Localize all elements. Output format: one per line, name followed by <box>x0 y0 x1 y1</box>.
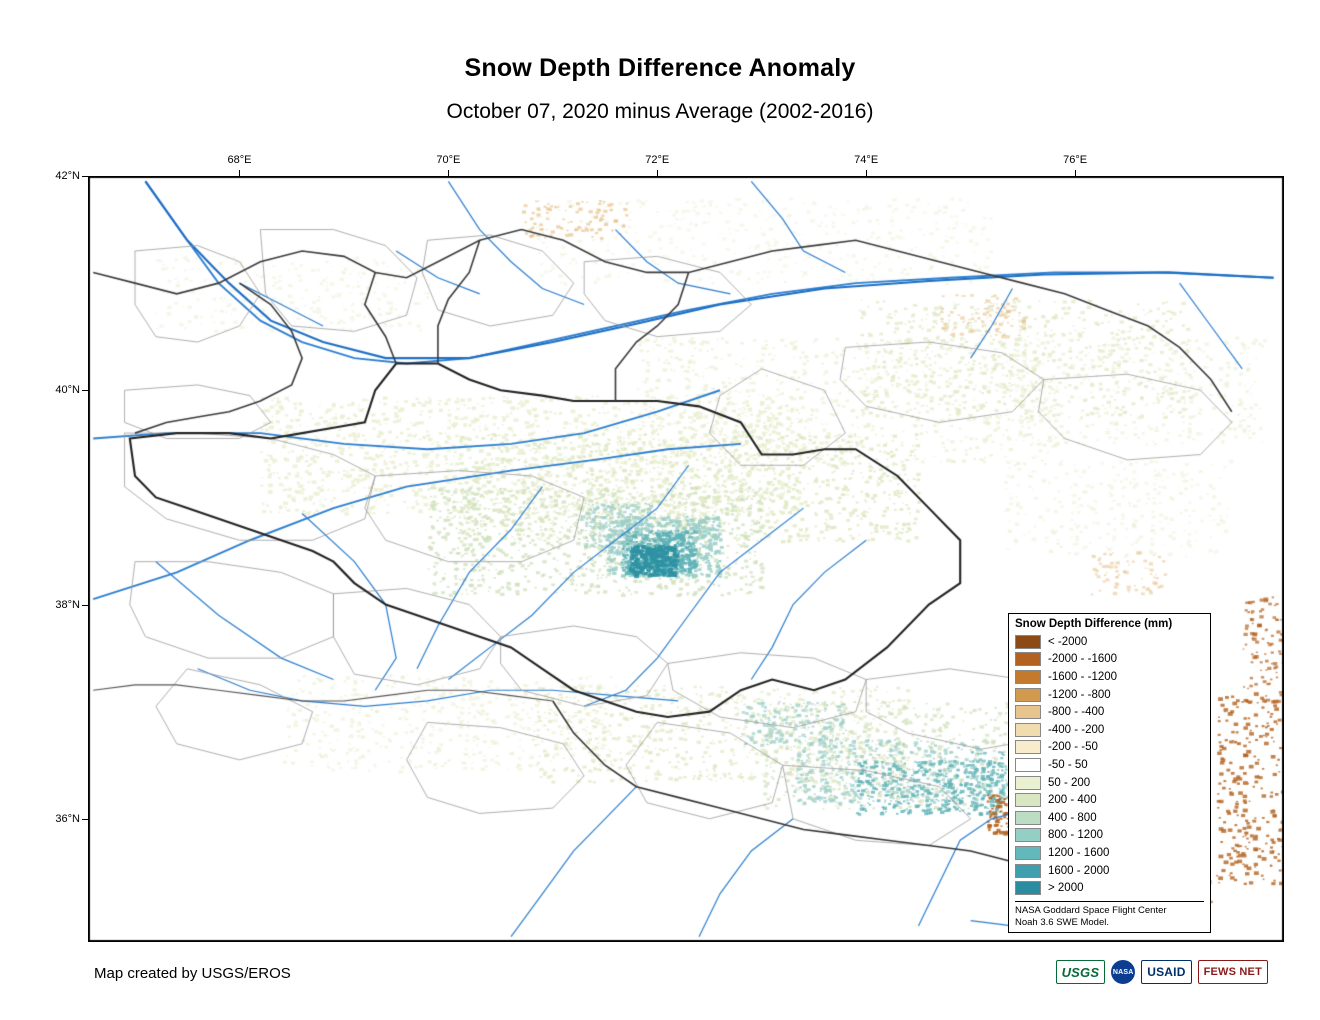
legend-row <box>1015 651 1204 669</box>
legend-swatch <box>1015 652 1041 666</box>
legend-label: -1200 - -800 <box>1048 688 1111 701</box>
page-title: Snow Depth Difference Anomaly <box>464 54 856 82</box>
legend-swatch <box>1015 670 1041 684</box>
legend-class-list <box>1015 633 1204 897</box>
legend-swatch <box>1015 635 1041 649</box>
legend-note-line2: Noah 3.6 SWE Model. <box>1015 916 1109 928</box>
legend-row <box>1015 827 1204 845</box>
legend-swatch <box>1015 758 1041 772</box>
legend-title: Snow Depth Difference (mm) <box>1015 618 1173 630</box>
usgs-logo: USGS <box>1056 960 1106 984</box>
legend-row <box>1015 721 1204 739</box>
lon-label: 72°E <box>645 154 670 166</box>
legend-label: -50 - 50 <box>1048 758 1088 771</box>
logo-strip <box>1056 960 1268 984</box>
legend-label: 1600 - 2000 <box>1048 864 1110 877</box>
legend-swatch <box>1015 740 1041 754</box>
lat-label: 38°N <box>55 598 80 611</box>
lat-label: 40°N <box>55 384 80 397</box>
legend-label: < -2000 <box>1048 635 1088 648</box>
legend-swatch <box>1015 846 1041 860</box>
legend-label: 1200 - 1600 <box>1048 846 1110 859</box>
legend-note-line1: NASA Goddard Space Flight Center <box>1015 904 1167 916</box>
usaid-logo: USAID <box>1141 960 1191 984</box>
legend-label: -200 - -50 <box>1048 741 1098 754</box>
legend-swatch <box>1015 723 1041 737</box>
legend-label: 50 - 200 <box>1048 776 1091 789</box>
legend-swatch <box>1015 864 1041 878</box>
legend-row <box>1015 633 1204 651</box>
lon-label: 70°E <box>436 154 461 166</box>
legend-label: -1600 - -1200 <box>1048 670 1118 683</box>
legend-swatch <box>1015 705 1041 719</box>
map-credit: Map created by USGS/EROS <box>94 965 291 982</box>
lat-label: 36°N <box>55 812 80 825</box>
legend-row <box>1015 879 1204 897</box>
legend-swatch <box>1015 793 1041 807</box>
legend-row <box>1015 668 1204 686</box>
legend-label: 800 - 1200 <box>1048 829 1103 842</box>
legend-label: -800 - -400 <box>1048 706 1105 719</box>
legend-row <box>1015 686 1204 704</box>
map-legend <box>1008 613 1211 933</box>
lat-label: 42°N <box>55 170 80 182</box>
legend-swatch <box>1015 881 1041 895</box>
legend-label: > 2000 <box>1048 882 1084 895</box>
nasa-logo: NASA <box>1111 960 1135 984</box>
legend-row <box>1015 862 1204 880</box>
fewsnet-logo: FEWS NET <box>1198 960 1268 984</box>
legend-label: -400 - -200 <box>1048 723 1105 736</box>
legend-label: -2000 - -1600 <box>1048 653 1118 666</box>
legend-swatch <box>1015 811 1041 825</box>
legend-label: 200 - 400 <box>1048 794 1097 807</box>
legend-row <box>1015 809 1204 827</box>
legend-row <box>1015 774 1204 792</box>
legend-swatch <box>1015 688 1041 702</box>
legend-swatch <box>1015 776 1041 790</box>
page-subtitle: October 07, 2020 minus Average (2002-2016) <box>446 100 874 123</box>
legend-row <box>1015 739 1204 757</box>
legend-source-note <box>1015 901 1204 929</box>
legend-row <box>1015 791 1204 809</box>
legend-row <box>1015 756 1204 774</box>
lon-label: 74°E <box>854 154 879 166</box>
lon-label: 76°E <box>1063 154 1088 166</box>
legend-label: 400 - 800 <box>1048 811 1097 824</box>
legend-row <box>1015 844 1204 862</box>
legend-swatch <box>1015 828 1041 842</box>
legend-row <box>1015 703 1204 721</box>
lon-label: 68°E <box>227 154 252 166</box>
